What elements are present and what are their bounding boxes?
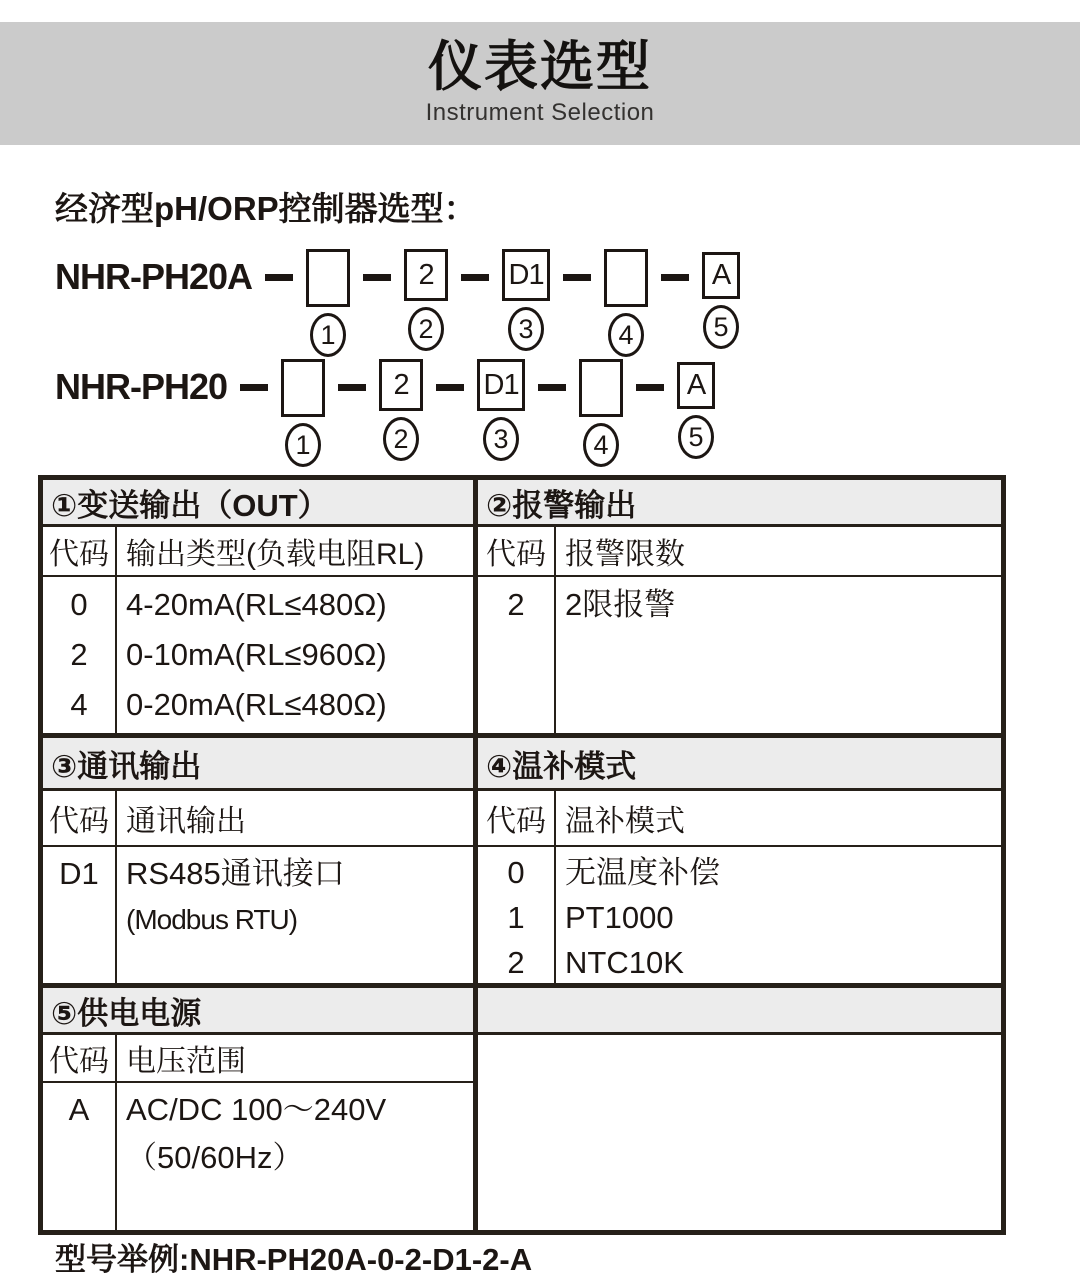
- model-slot-2: [404, 249, 448, 351]
- data-rows: [43, 577, 473, 733]
- code-box-1: [281, 359, 325, 417]
- model-slot-5: [702, 249, 740, 349]
- desc-value: 0-10mA(RL≤960Ω): [126, 637, 387, 672]
- desc-column-header: 电压范围: [126, 1045, 246, 1078]
- position-marker-2: 2: [383, 417, 419, 461]
- model-code-diagram: [55, 249, 1080, 467]
- model-slot-2: [379, 359, 423, 461]
- position-marker-5: 5: [678, 415, 714, 459]
- dash-separator: [661, 274, 689, 281]
- desc-value: (Modbus RTU): [126, 904, 298, 935]
- page-banner: [0, 22, 1080, 145]
- code-column-header: 代码: [43, 527, 117, 575]
- code-values: [478, 847, 556, 983]
- code-value: 1: [507, 900, 525, 935]
- code-box-5: A: [677, 362, 715, 409]
- cell-body: [43, 1035, 473, 1230]
- code-value: 2: [507, 945, 525, 980]
- model-slot-4: [604, 249, 648, 357]
- position-marker-2: 2: [408, 307, 444, 351]
- subheader-row: [43, 791, 473, 847]
- code-value: 0: [70, 587, 88, 622]
- cell-body: [478, 791, 1001, 983]
- model-slot-5: [677, 359, 715, 459]
- position-marker-4: 4: [608, 313, 644, 357]
- code-column-header: 代码: [478, 527, 556, 575]
- desc-values: [117, 1083, 473, 1230]
- column-header: ①变送输出（OUT）: [43, 480, 473, 527]
- desc-column-header: 报警限数: [565, 538, 685, 571]
- model-name: NHR-PH20: [55, 366, 228, 407]
- model-name: NHR-PH20A: [55, 256, 253, 297]
- code-box-2: 2: [404, 249, 448, 301]
- cell-group-communication-output: [43, 738, 473, 983]
- dash-separator: [240, 384, 268, 391]
- data-rows: [478, 847, 1001, 983]
- column-header: ⑤供电电源: [43, 988, 473, 1035]
- column-header: ④温补模式: [478, 738, 1001, 791]
- code-values: [478, 577, 556, 733]
- code-value: A: [68, 1092, 90, 1127]
- position-marker-3: 3: [508, 307, 544, 351]
- desc-column-header: 输出类型(负载电阻RL): [126, 538, 425, 571]
- page-subtitle: Instrument Selection: [425, 99, 655, 126]
- code-values: [43, 577, 117, 733]
- position-marker-1: 1: [310, 313, 346, 357]
- position-marker-3: 3: [483, 417, 519, 461]
- model-row-nhr-ph20: [55, 359, 1080, 467]
- model-row-nhr-ph20a: [55, 249, 1080, 357]
- code-box-4: [579, 359, 623, 417]
- code-values: [43, 1083, 117, 1230]
- model-slot-3: [502, 249, 550, 351]
- dash-separator: [563, 274, 591, 281]
- data-rows: [43, 1083, 473, 1230]
- desc-values: [117, 847, 473, 983]
- dash-separator: [461, 274, 489, 281]
- cell-group-temp-compensation: [473, 738, 1001, 983]
- desc-value: 2限报警: [565, 587, 676, 622]
- desc-value: AC/DC 100～240V: [126, 1092, 387, 1127]
- code-value: 2: [70, 637, 88, 672]
- data-rows: [43, 847, 473, 983]
- model-slot-3: [477, 359, 525, 461]
- model-example: 型号举例:NHR-PH20A-0-2-D1-2-A: [55, 1242, 533, 1277]
- cell-group-transmission-output: [43, 480, 473, 733]
- page-title: 仪表选型: [428, 37, 652, 97]
- desc-values: [556, 577, 1001, 733]
- cell-body: [43, 791, 473, 983]
- dash-separator: [436, 384, 464, 391]
- position-marker-1: 1: [285, 423, 321, 467]
- desc-value: PT1000: [565, 900, 674, 935]
- desc-values: [556, 847, 1001, 983]
- code-box-3: D1: [477, 359, 525, 411]
- code-box-5: A: [702, 252, 740, 299]
- table-section-3: [43, 988, 1001, 1230]
- dash-separator: [363, 274, 391, 281]
- dash-separator: [538, 384, 566, 391]
- position-marker-4: 4: [583, 423, 619, 467]
- desc-value: NTC10K: [565, 945, 684, 980]
- selection-table: [38, 475, 1006, 1235]
- desc-column-header: 通讯输出: [126, 805, 246, 838]
- column-header: ③通讯输出: [43, 738, 473, 791]
- data-rows: [478, 577, 1001, 733]
- code-column-header: 代码: [478, 791, 556, 845]
- column-header: ②报警输出: [478, 480, 1001, 527]
- desc-values: [117, 577, 473, 733]
- subheader-row: [43, 527, 473, 577]
- subheader-row: [43, 1035, 473, 1083]
- table-section-1: [43, 480, 1001, 733]
- dash-separator: [338, 384, 366, 391]
- model-slot-4: [579, 359, 623, 467]
- desc-value: 4-20mA(RL≤480Ω): [126, 587, 387, 622]
- code-value: 4: [70, 687, 88, 722]
- cell-group-power-supply: [43, 988, 473, 1230]
- dash-separator: [265, 274, 293, 281]
- desc-column-header: 温补模式: [565, 805, 685, 838]
- code-value: 0: [507, 855, 525, 890]
- dash-separator: [636, 384, 664, 391]
- code-value: D1: [59, 856, 99, 891]
- desc-value: RS485通讯接口: [126, 856, 345, 891]
- cell-body: [478, 527, 1001, 733]
- table-section-2: [43, 738, 1001, 983]
- subheader-row: [478, 527, 1001, 577]
- desc-value: 0-20mA(RL≤480Ω): [126, 687, 387, 722]
- desc-value: （50/60Hz）: [126, 1140, 304, 1175]
- desc-value: 无温度补偿: [565, 855, 720, 890]
- cell-group-alarm-output: [473, 480, 1001, 733]
- model-slot-1: [306, 249, 350, 357]
- selection-section-title: 经济型pH/ORP控制器选型：: [55, 190, 477, 227]
- code-values: [43, 847, 117, 983]
- code-box-2: 2: [379, 359, 423, 411]
- cell-body-empty: [478, 1035, 1001, 1230]
- code-box-3: D1: [502, 249, 550, 301]
- code-value: 2: [507, 587, 525, 622]
- code-box-1: [306, 249, 350, 307]
- column-header-empty: [478, 988, 1001, 1035]
- code-column-header: 代码: [43, 1035, 117, 1081]
- model-slot-1: [281, 359, 325, 467]
- subheader-row: [478, 791, 1001, 847]
- code-box-4: [604, 249, 648, 307]
- code-column-header: 代码: [43, 791, 117, 845]
- position-marker-5: 5: [703, 305, 739, 349]
- cell-body: [43, 527, 473, 733]
- cell-group-empty: [473, 988, 1001, 1230]
